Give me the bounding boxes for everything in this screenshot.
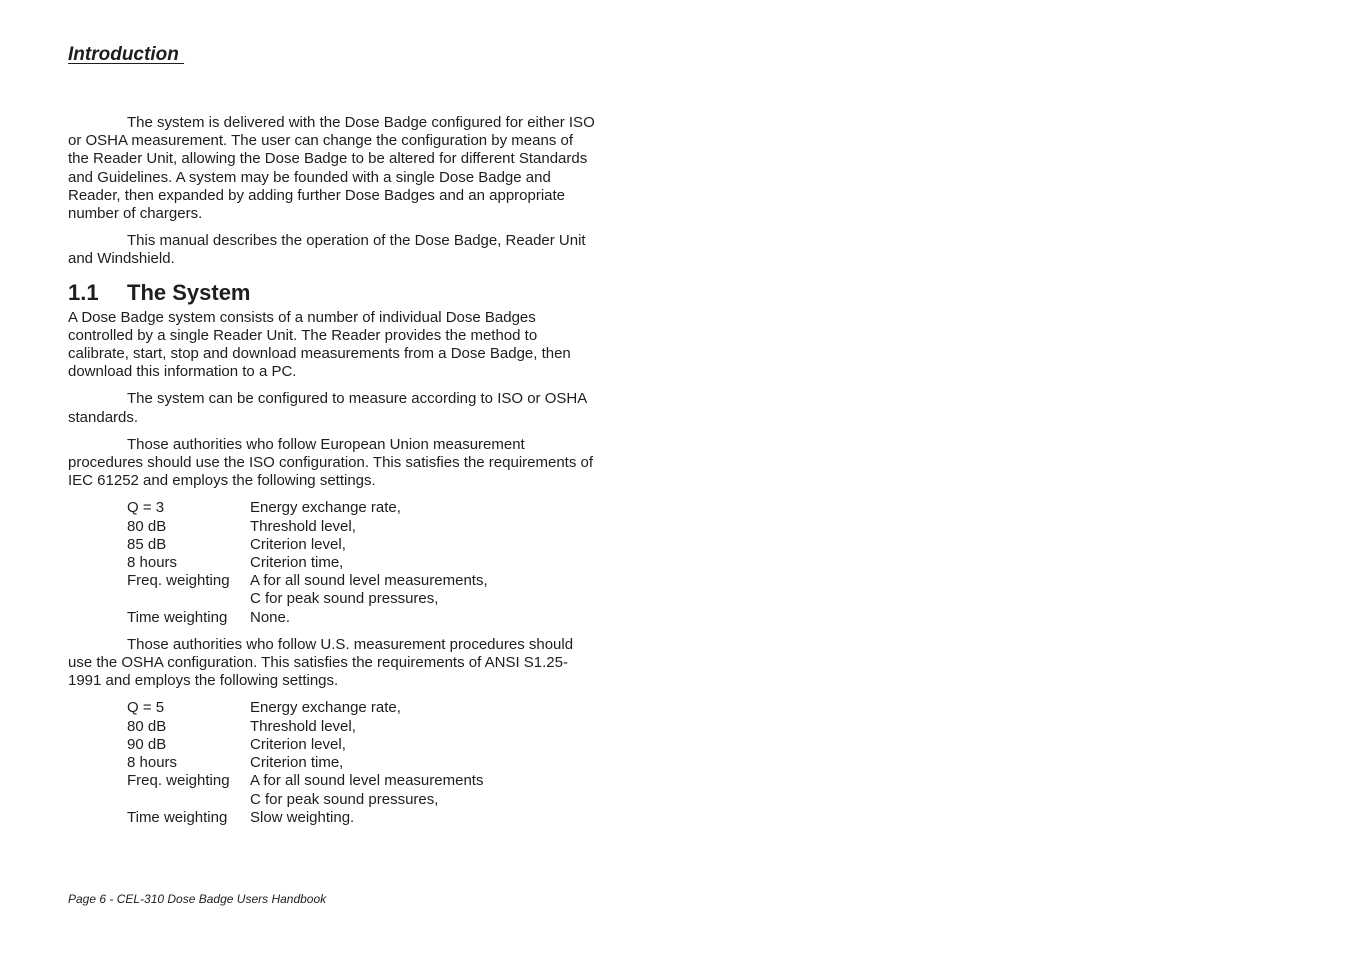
setting-value: C for peak sound pressures, [250, 590, 439, 608]
settings-row [127, 554, 488, 572]
settings-row [127, 572, 488, 590]
setting-key: Q = 5 [127, 699, 165, 717]
settings-row [127, 791, 483, 809]
setting-key: 80 dB [127, 717, 167, 735]
settings-row [127, 809, 483, 827]
page-body [68, 114, 598, 836]
setting-value: A for all sound level measurements, [250, 572, 488, 590]
settings-row [127, 590, 488, 608]
setting-key: Time weighting [127, 808, 228, 826]
settings-row [127, 699, 483, 717]
section-paragraph-4: Those authorities who follow U.S. measurement procedures should use the OSHA configuration. This satisfies the requirements of ANSI S1.25-1991 and employs the following settings. [68, 635, 574, 690]
setting-value: Energy exchange rate, [250, 499, 401, 517]
setting-value: Criterion time, [250, 554, 344, 572]
setting-key: 8 hours [127, 554, 178, 572]
section-paragraph-1: A Dose Badge system consists of a number of individual Dose Badges controlled by a single Reader Unit. The Reader provides the method to calibrate, start, stop and download measurements from a Dose Badge, then download this information to a PC. [68, 308, 571, 381]
setting-value: Threshold level, [250, 717, 356, 735]
settings-row [127, 754, 483, 772]
iso-settings-table [127, 499, 488, 626]
settings-row [127, 718, 483, 736]
setting-value: None. [250, 608, 291, 626]
intro-paragraph-2: This manual describes the operation of the Dose Badge, Reader Unit and Windshield. [68, 232, 586, 268]
settings-row [127, 772, 483, 790]
setting-key: Freq. weighting [127, 572, 230, 590]
setting-key: 8 hours [127, 754, 178, 772]
setting-key: 85 dB [127, 535, 167, 553]
section-number: 1.1 [68, 279, 99, 305]
setting-key: Freq. weighting [127, 772, 230, 790]
setting-value: Threshold level, [250, 517, 356, 535]
settings-row [127, 499, 488, 517]
page-header-title: Introduction [68, 44, 185, 65]
setting-key [127, 791, 250, 809]
osha-settings-table [127, 699, 483, 826]
section-paragraph-2: The system can be configured to measure according to ISO or OSHA standards. [68, 390, 587, 426]
setting-value: Slow weighting. [250, 808, 355, 826]
section-title: The System [127, 279, 251, 305]
settings-row [127, 609, 488, 627]
setting-key: 80 dB [127, 517, 167, 535]
setting-value: Criterion time, [250, 754, 344, 772]
settings-row [127, 736, 483, 754]
page-footer: Page 6 - CEL-310 Dose Badge Users Handbook [68, 892, 327, 906]
setting-key [127, 590, 250, 608]
intro-paragraph-1: The system is delivered with the Dose Badge configured for either ISO or OSHA measurement. The user can change the configuration by means of the Reader Unit, allowing the Dose Badge to be altered for different Standards and Guidelines. A system may be founded with a single Dose Badge and Reader, then expanded by adding further Dose Badges and an appropriate number of chargers. [68, 114, 595, 223]
settings-row [127, 536, 488, 554]
setting-value: Criterion level, [250, 735, 346, 753]
setting-key: Q = 3 [127, 499, 165, 517]
setting-key: Time weighting [127, 608, 228, 626]
section-heading [68, 280, 598, 306]
setting-value: Energy exchange rate, [250, 699, 401, 717]
section-paragraph-3: Those authorities who follow European Union measurement procedures should use the ISO configuration. This satisfies the requirements of IEC 61252 and employs the following settings. [68, 435, 594, 490]
setting-value: C for peak sound pressures, [250, 790, 439, 808]
setting-value: Criterion level, [250, 535, 346, 553]
setting-key: 90 dB [127, 735, 167, 753]
settings-row [127, 518, 488, 536]
setting-value: A for all sound level measurements [250, 772, 484, 790]
